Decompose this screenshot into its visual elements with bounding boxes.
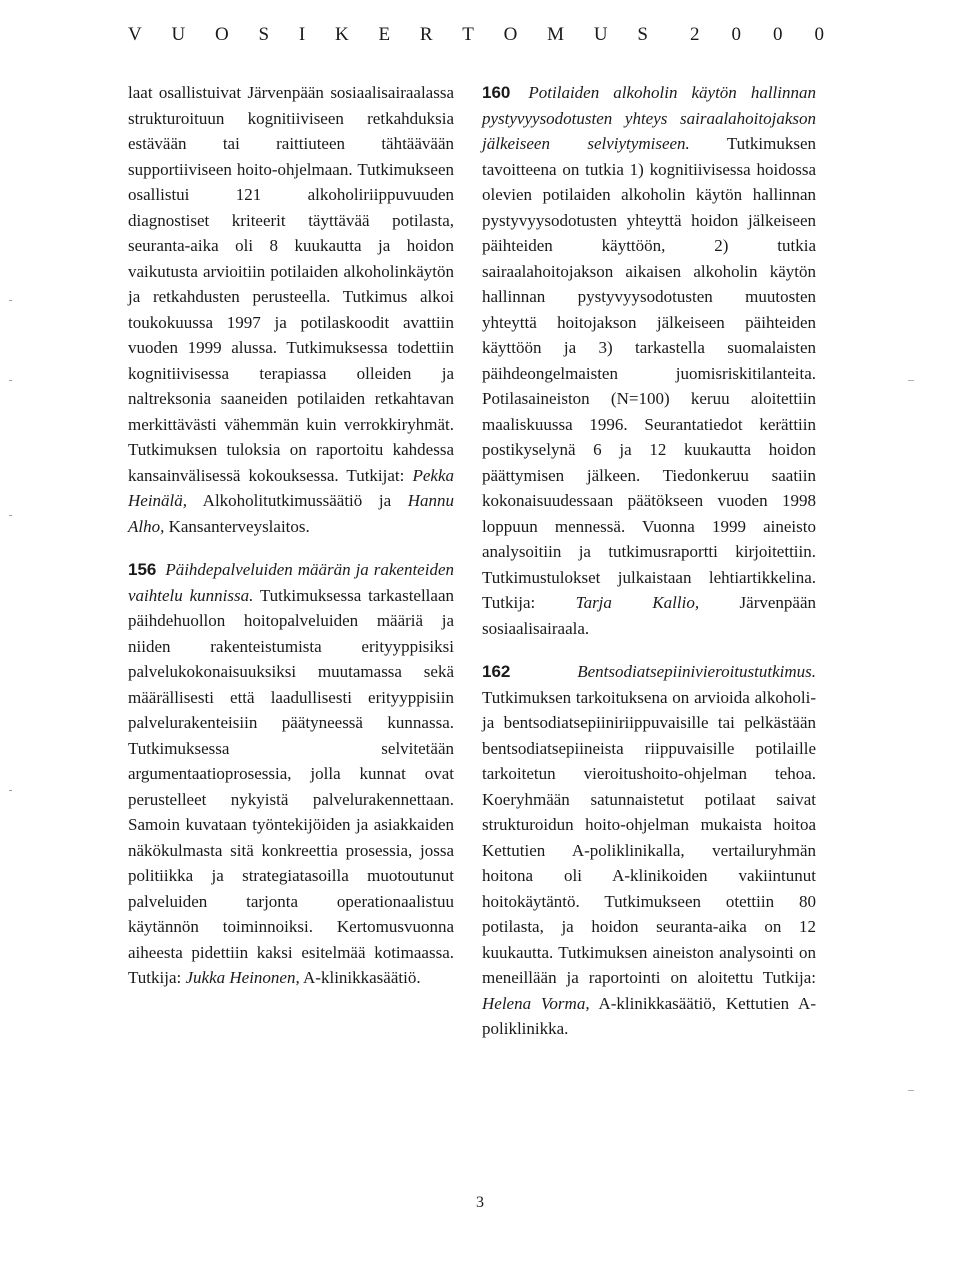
- affiliation: A-klinikkasäätiö, Kettutien A-poliklinikka.: [482, 993, 816, 1038]
- researcher-name: Helena Vorma,: [482, 993, 590, 1013]
- intro-text: laat osallistuivat Järvenpään sosiaalisairaalassa strukturoituun kognitiiviseen retkahduksia estävään tai raittiuteen tähtäävään supportiiviseen hoito-ohjelmaan. Tutkimukseen osallistui 121 alkoholiriippuvuuden diagnostiset kriteerit täyttävää potilasta, seuranta-aika oli 8 kuukautta ja hoidon vaikutusta arvioitiin potilaiden alkoholinkäytön ja retkahdusten perusteella. Tutkimus alkoi toukokuussa 1997 ja potilaskoodit avattiin vuoden 1999 alussa. Tutkimuksessa todettiin kognitiivisessa terapiassa olleiden ja naltreksonia saaneiden potilaiden retkahtavan merkittävästi vähemmän kuin verrokkiryhmät. Tutkimuksen tuloksia on raportoitu kahdessa kansainvälisessä kokouksessa. Tutkijat:: [128, 83, 454, 485]
- header-letter: V: [128, 24, 142, 45]
- header-year-digit: 0: [814, 24, 824, 45]
- running-header: [128, 24, 824, 50]
- researcher-name: Jukka Heinonen,: [185, 968, 300, 987]
- header-letter: U: [171, 24, 186, 45]
- scan-mark: [9, 790, 12, 791]
- entry-title: Päihdepalveluiden määrän ja rakenteiden vaihtelu kunnissa.: [128, 560, 454, 605]
- header-year: [690, 24, 824, 46]
- header-letter: M: [547, 24, 565, 45]
- affiliation: A-klinikkasäätiö.: [303, 968, 421, 987]
- right-column: [482, 80, 816, 1042]
- header-letter: S: [637, 24, 648, 45]
- intro-mid-text: Alkoholitutkimussäätiö ja: [202, 491, 392, 510]
- header-letter: I: [298, 24, 306, 45]
- scan-mark: [9, 300, 12, 301]
- researcher-name: Tarja Kallio,: [575, 593, 700, 612]
- entry-160: [482, 80, 816, 641]
- entry-156: [128, 557, 454, 991]
- entry-title: Potilaiden alkoholin käytön hallinnan pystyvyysodotusten yhteys sairaalahoitojakson jälkeiseen selviytymiseen.: [482, 83, 816, 153]
- header-letter: R: [419, 24, 433, 45]
- header-year-digit: 0: [731, 24, 741, 45]
- header-letter: T: [462, 24, 474, 45]
- header-letter: K: [334, 24, 349, 45]
- entry-number: 156: [128, 560, 157, 579]
- header-year-digit: 2: [690, 24, 700, 45]
- header-letter: S: [258, 24, 270, 45]
- scan-mark: [9, 380, 12, 381]
- page-number: 3: [476, 1194, 484, 1211]
- scan-mark: [9, 515, 12, 516]
- header-letter: U: [593, 24, 608, 45]
- entry-body: Tutkimuksen tavoitteena on tutkia 1) kognitiivisessa hoidossa olevien potilaiden alkoholin käytön hallinnan pystyvyysodotusten yhteyttä hoidon jälkeiseen päihteiden käyttöön, 2) tutkia sairaalahoitojakson aikaisen alkoholin käytön hallinnan pystyvyysodotusten muutosten yhteyttä hoitojakson jälkeiseen päihteiden käyttöön ja 3) tarkastella suomalaisten päihdeongelmaisten juomisriskitilanteita. Potilasaineiston (N=100) keruu aloitettiin maaliskuussa 1996. Seurantatiedot kerättiin postikyselynä 6 ja 12 kuukautta hoidon päättymisen jälkeen. Tiedonkeruu saatiin kokonaisuudessaan päätökseen vuoden 1998 loppuun mennessä. Vuonna 1999 aineisto analysoitiin ja tutkimusraportti kirjoitettiin. Tutkimustulokset julkaistaan lehtiartikkelina. Tutkija:: [482, 134, 816, 612]
- scan-mark: [908, 1090, 914, 1091]
- header-letter: O: [503, 24, 518, 45]
- intro-paragraph: [128, 80, 454, 539]
- entry-body: Tutkimuksen tarkoituksena on arvioida alkoholi- ja bentsodiatsepiiniriippuvaisille tai pelkästään bentsodiatsepiineista riippuvaisille potilaille tarkoitetun vieroitushoito-ohjelman tehoa. Koeryhmään satunnaistetut potilaat saivat strukturoidun hoito-ohjelman mukaista hoitoa Kettutien A-poliklinikalla, vertailuryhmän hoitona oli A-klinikoiden vakiintunut hoitokäytäntö. Tutkimukseen otettiin 80 potilasta, ja hoidon seuranta-aika on 12 kuukautta. Tutkimuksen aineiston analysointi on meneillään ja raportointi on aloitettu Tutkija:: [482, 687, 816, 987]
- researcher-name: Pekka Heinälä,: [128, 465, 454, 510]
- intro-end-text: Kansanterveyslaitos.: [168, 516, 310, 536]
- header-title: [128, 24, 648, 46]
- left-column: [128, 80, 454, 991]
- entry-number: 160: [482, 83, 511, 102]
- affiliation: Järvenpään sosiaalisairaala.: [482, 593, 817, 638]
- entry-body: Tutkimuksessa tarkastellaan päihdehuollon hoitopalveluiden määriä ja niiden rakenteistumista erityyppisiksi palvelukokonaisuuksiksi muutamassa sekä määrällisesti että laadullisesti erityyppisiin palvelurakenteisiin päätyneessä kunnassa. Tutkimuksessa selvitetään argumentaatioprosessia, jolla kunnat ovat perustelleet nykyistä palvelurakennettaan. Samoin kuvataan työntekijöiden ja asiakkaiden näkökulmasta sitä konkreettia prosessia, jossa politiikka ja strategiatasoilla muotoutunut palveluiden tarjonta operationaalistuu käytännön toiminnoiksi. Kertomusvuonna aiheesta pidettiin kaksi esitelmää kotimaassa. Tutkija:: [128, 585, 454, 987]
- header-year-digit: 0: [773, 24, 783, 45]
- header-letter: O: [215, 24, 229, 45]
- entry-162: [482, 659, 816, 1042]
- header-letter: E: [378, 24, 391, 45]
- entry-title: Bentsodiatsepiinivieroitustutkimus.: [577, 662, 816, 681]
- scan-mark: [908, 380, 914, 381]
- researcher-name: Hannu Alho,: [128, 491, 454, 536]
- entry-number: 162: [482, 662, 511, 681]
